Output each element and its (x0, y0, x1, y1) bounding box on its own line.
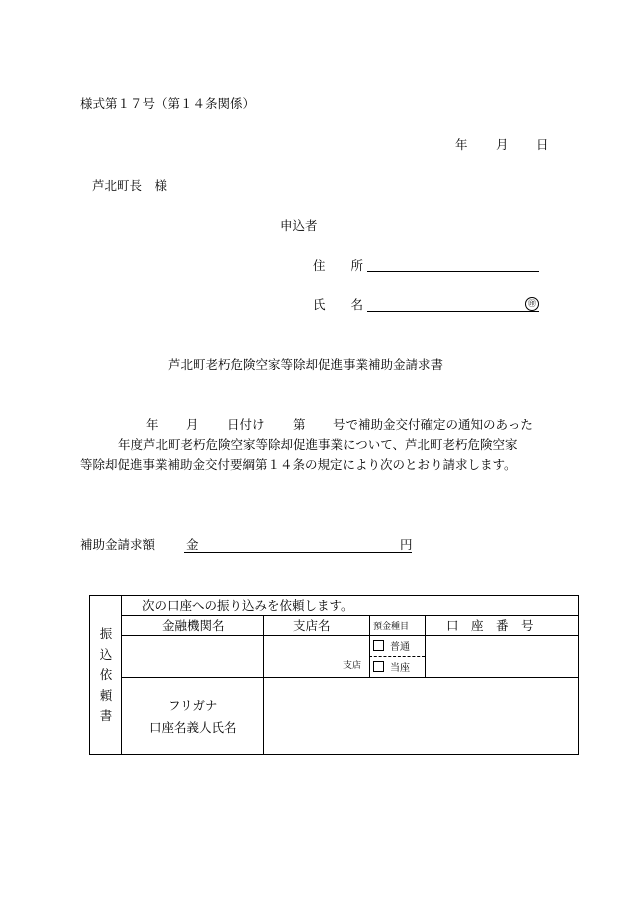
furigana-label: フリガナ (168, 698, 218, 713)
option-current[interactable]: 当座 (373, 661, 410, 674)
address-field[interactable] (367, 271, 539, 272)
date-month-label: 月 (496, 137, 509, 152)
header-account-number: 口 座 番 号 (446, 618, 534, 633)
body-month: 月 (186, 417, 199, 432)
date-day-label: 日 (536, 137, 549, 152)
header-deposit-type: 預金種目 (373, 622, 410, 632)
account-holder-label: 口座名義人氏名 (149, 720, 237, 735)
account-number-cell[interactable] (426, 636, 578, 676)
applicant-label: 申込者 (280, 218, 318, 233)
form-number: 様式第１７号（第１４条関係） (80, 96, 256, 111)
name-field[interactable] (367, 311, 539, 312)
branch-suffix: 支店 (343, 661, 362, 671)
account-holder-cell[interactable] (264, 678, 578, 754)
ordinary-checkbox[interactable] (373, 640, 384, 651)
seal-mark: ㊞ (525, 297, 539, 311)
document-title: 芦北町老朽危険空家等除却促進事業補助金請求書 (168, 357, 444, 372)
amount-field[interactable] (184, 552, 412, 553)
body-line1-rest: 号で補助金交付確定の通知のあった (333, 417, 533, 432)
body-line2: 年度芦北町老朽危険空家等除却促進事業について、芦北町老朽危険空家 (118, 437, 518, 452)
address-label: 住 所 (313, 258, 364, 273)
header-branch-name: 支店名 (293, 618, 331, 633)
body-dated: 日付け (227, 417, 265, 432)
addressee: 芦北町長 様 (92, 178, 168, 193)
transfer-request-table (89, 595, 579, 755)
transfer-side-label: 振 込 依 頼 書 (99, 626, 113, 723)
bank-name-cell[interactable] (122, 636, 262, 676)
date-year-label: 年 (455, 137, 468, 152)
amount-unit: 円 (400, 537, 413, 552)
option-ordinary[interactable]: 普通 (373, 640, 410, 653)
transfer-instruction: 次の口座への振り込みを依頼します。 (142, 598, 354, 613)
current-checkbox[interactable] (373, 661, 384, 672)
body-year: 年 (146, 417, 159, 432)
body-no: 第 (293, 417, 306, 432)
header-bank-name: 金融機関名 (162, 618, 225, 633)
body-line3: 等除却促進事業補助金交付要綱第１４条の規定により次のとおり請求します。 (80, 457, 517, 472)
amount-label: 補助金請求額 (80, 537, 156, 552)
amount-prefix: 金 (186, 537, 199, 552)
name-label: 氏 名 (313, 297, 364, 312)
